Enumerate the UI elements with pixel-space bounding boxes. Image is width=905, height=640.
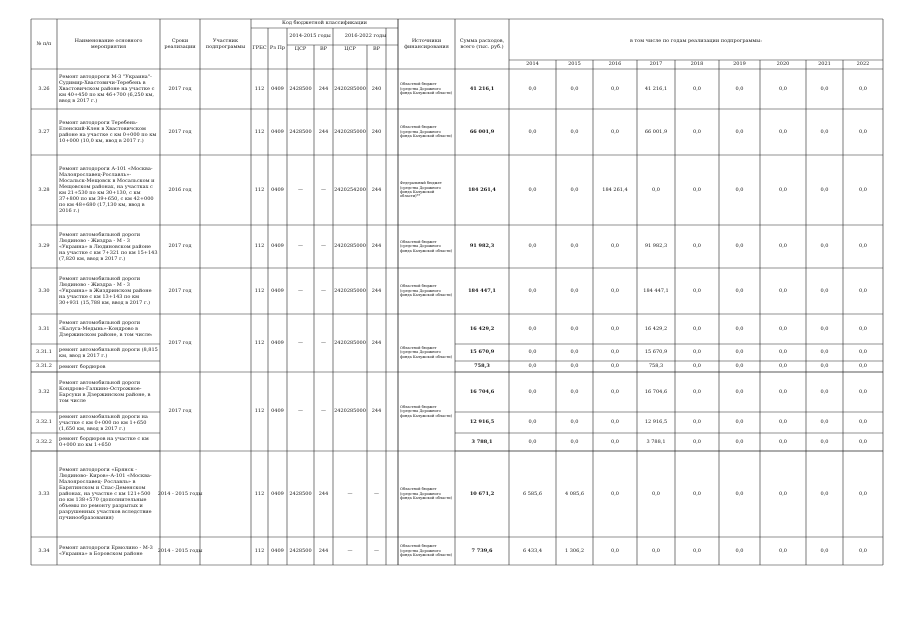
year-value-2014: 0,0 [528, 128, 537, 135]
year-value-2015: 4 085,6 [564, 490, 585, 497]
row-vr-2016: 244 [371, 287, 382, 294]
row-vr-2014: — [321, 339, 326, 346]
row-number: 3.34 [38, 547, 50, 554]
row-source: Областной бюджет (средства Дорожного фонда Калужской области) [400, 404, 453, 418]
row-name: Ремонт автодороги М-3 "Украина"-Судимир-Хвастовичи-Теребень в Хвастовичском районе на участке с км 40+450 по км 46+700 (6,250 км, ввод в 2017 г.) [59, 74, 155, 104]
year-value-2019: 0,0 [735, 243, 744, 249]
row-csr-2016: 2420285000 [334, 128, 366, 135]
row-rzpr: 0409 [271, 547, 284, 554]
year-value-2015: 0,0 [570, 388, 579, 395]
year-value-2018: 0,0 [693, 243, 701, 249]
header-year-2018: 2018 [690, 61, 704, 67]
year-value-2018: 0,0 [693, 325, 701, 332]
sub-row-name: ремонт автомобильной дороги (8,815 км, ввод в 2017 г.) [59, 346, 158, 359]
row-total: 91 982,3 [469, 243, 495, 249]
header-grbs: ГРБС [252, 45, 267, 51]
row-source: Областной бюджет (средства Дорожного фонда Калужской области) [400, 239, 453, 253]
year-value-2014: 0,0 [528, 287, 537, 294]
row-number: 3.29 [38, 243, 50, 249]
row-number: 3.26 [38, 85, 50, 92]
header-2016-2022: 2016-2022 годы [344, 32, 387, 39]
year-value-2019: 0,0 [735, 363, 744, 369]
row-source: Федеральный бюджет (средства Дорожного фонда Калужской области)** [400, 181, 442, 199]
year-value-2018: 0,0 [693, 363, 701, 369]
row-csr-2014: — [298, 339, 303, 346]
header-csr-2: ЦСР [344, 45, 356, 52]
row-source: Областной бюджет (средства Дорожного фонда Калужской области) [400, 82, 453, 96]
row-term: 2017 год [168, 128, 192, 135]
year-value-2016: 0,0 [611, 388, 619, 395]
year-value-2018: 0,0 [693, 287, 701, 294]
row-csr-2016: 2420285000 [334, 85, 366, 92]
year-value-2018: 0,0 [693, 349, 701, 355]
year-value-2015: 0,0 [570, 438, 579, 445]
row-rzpr: 0409 [271, 408, 284, 414]
year-value-2017: 15 670,9 [644, 349, 668, 355]
year-value-2017: 0,0 [652, 186, 660, 193]
year-value-2016: 0,0 [611, 547, 619, 554]
year-value-2020: 0,0 [779, 349, 787, 355]
row-vr-2014: 244 [318, 547, 329, 554]
row-total: 16 429,2 [469, 325, 495, 332]
row-vr-2014: — [321, 186, 326, 193]
year-value-2016: 0,0 [611, 128, 619, 135]
row-rzpr: 0409 [271, 128, 284, 135]
year-value-2017: 91 982,3 [644, 243, 668, 249]
row-vr-2014: 244 [318, 490, 329, 497]
header-csr-1: ЦСР [294, 45, 307, 52]
year-value-2022: 0,0 [859, 363, 867, 369]
year-value-2015: 0,0 [570, 325, 579, 332]
row-rzpr: 0409 [271, 243, 284, 249]
row-grbs: 112 [254, 408, 265, 414]
row-csr-2016: 2420254200 [334, 186, 366, 193]
header-sources: Источники финансирования [404, 38, 449, 50]
year-value-2018: 0,0 [693, 490, 701, 497]
row-term: 2017 год [168, 408, 192, 414]
year-value-2019: 0,0 [735, 85, 744, 92]
header-by-years: в том числе по годам реализации подпрограммы: [630, 37, 762, 44]
row-vr-2014: 244 [318, 128, 329, 135]
year-value-2021: 0,0 [820, 128, 829, 135]
row-name: Ремонт автодороги А-101 «Москва-Малоярославец-Рославль»-Мосальск-Мещовск в Мосальском и Мещовском районах, на участках с км 21+530 по км 30+130, с км 37+800 по км 39+650, с км 42+000 по км 48+680 (17,130 км, ввод в 2016 г.) [59, 166, 155, 214]
row-number: 3.33 [38, 490, 50, 497]
year-value-2020: 0,0 [779, 243, 787, 249]
year-value-2014: 0,0 [528, 325, 537, 332]
year-value-2020: 0,0 [779, 325, 787, 332]
sub-row-name: ремонт бордюров [59, 363, 106, 370]
year-value-2022: 0,0 [859, 438, 867, 445]
year-value-2021: 0,0 [820, 186, 829, 193]
year-value-2022: 0,0 [859, 490, 867, 497]
year-value-2017: 0,0 [652, 547, 660, 554]
row-vr-2016: 240 [371, 128, 382, 135]
year-value-2021: 0,0 [820, 349, 829, 355]
year-value-2019: 0,0 [735, 490, 744, 497]
row-vr-2016: 240 [371, 85, 382, 92]
row-name: Ремонт автодороги «Брянск - Людиново- Киров»-А-101 «Москва-Малоярославец- Рославль» в Барятинском и Спас-Деменском районах, на участке с км 121+500 по км 138+570 (дополнительные объемы по ремонту разрытых и разрушенных участков вследствие пучинообразования) [59, 467, 152, 521]
year-value-2020: 0,0 [779, 438, 787, 445]
row-rzpr: 0409 [271, 490, 284, 497]
year-value-2016: 0,0 [611, 85, 619, 92]
year-value-2014: 6 585,6 [522, 490, 543, 497]
row-vr-2016: 244 [371, 186, 382, 193]
sub-row-total: 758,3 [474, 363, 490, 369]
row-total: 184 447,1 [468, 287, 496, 294]
year-value-2021: 0,0 [820, 287, 829, 294]
year-value-2022: 0,0 [859, 128, 867, 135]
year-value-2020: 0,0 [779, 490, 787, 497]
year-value-2019: 0,0 [735, 349, 744, 355]
header-year-2017: 2017 [649, 61, 663, 67]
year-value-2017: 41 216,1 [644, 85, 668, 92]
year-value-2021: 0,0 [820, 243, 829, 249]
sub-row-total: 12 916,5 [469, 419, 495, 425]
row-csr-2014: 2428500 [289, 85, 312, 92]
year-value-2021: 0,0 [820, 325, 829, 332]
year-value-2014: 0,0 [528, 243, 537, 249]
year-value-2018: 0,0 [693, 419, 701, 425]
year-value-2015: 0,0 [570, 419, 579, 425]
year-value-2016: 0,0 [611, 419, 619, 425]
year-value-2019: 0,0 [735, 287, 744, 294]
header-no: № п/п [36, 40, 52, 47]
year-value-2016: 184 261,4 [602, 186, 628, 193]
sub-row-total: 3 788,1 [471, 438, 493, 445]
row-source: Областной бюджет (средства Дорожного фонда Калужской области) [400, 544, 453, 558]
year-value-2014: 0,0 [528, 186, 537, 193]
row-rzpr: 0409 [271, 186, 284, 193]
year-value-2018: 0,0 [693, 128, 701, 135]
year-value-2019: 0,0 [735, 186, 744, 193]
row-source: Областной бюджет (средства Дорожного фонда Калужской области) [400, 125, 453, 139]
year-value-2017: 184 447,1 [643, 287, 669, 294]
year-value-2015: 0,0 [570, 85, 579, 92]
row-csr-2014: 2428500 [289, 490, 312, 497]
year-value-2022: 0,0 [859, 419, 867, 425]
row-total: 10 671,2 [469, 490, 495, 497]
year-value-2018: 0,0 [693, 85, 701, 92]
row-term: 2017 год [168, 243, 192, 249]
row-term: 2017 год [168, 339, 192, 346]
row-term: 2017 год [168, 85, 192, 92]
row-number: 3.32 [38, 388, 50, 395]
year-value-2016: 0,0 [611, 438, 619, 445]
header-vr-2: ВР [372, 45, 381, 52]
header-budget-code: Код бюджетной классификации [281, 20, 368, 26]
sub-row-name: ремонт бордюров на участке с км 0+000 по км 1+650 [59, 436, 149, 448]
row-vr-2014: — [321, 243, 326, 249]
row-term: 2017 год [168, 287, 192, 294]
year-value-2022: 0,0 [859, 325, 867, 332]
year-value-2021: 0,0 [820, 490, 829, 497]
sub-row-number: 3.32.2 [36, 438, 52, 445]
row-vr-2016: — [374, 490, 379, 497]
row-csr-2014: — [298, 186, 303, 193]
row-number: 3.31 [38, 325, 50, 332]
row-csr-2014: — [298, 243, 303, 249]
row-rzpr: 0409 [271, 85, 284, 92]
row-csr-2016: 2420285000 [334, 339, 366, 346]
row-term: 2016 год [168, 186, 192, 193]
row-grbs: 112 [254, 128, 265, 135]
row-vr-2014: 244 [318, 85, 329, 92]
header-participants: Участник подпрограммы [205, 38, 246, 50]
sub-row-total: 15 670,9 [469, 349, 495, 355]
row-source: Областной бюджет (средства Дорожного фонда Калужской области) [400, 487, 453, 501]
year-value-2014: 0,0 [528, 349, 537, 355]
year-value-2019: 0,0 [735, 388, 744, 395]
row-grbs: 112 [254, 287, 265, 294]
row-vr-2014: — [321, 287, 326, 294]
year-value-2019: 0,0 [735, 419, 744, 425]
year-value-2014: 0,0 [528, 363, 537, 369]
year-value-2014: 0,0 [528, 85, 537, 92]
year-value-2018: 0,0 [693, 186, 701, 193]
year-value-2017: 758,3 [648, 363, 664, 369]
row-grbs: 112 [254, 339, 265, 346]
year-value-2015: 0,0 [570, 363, 579, 369]
year-value-2021: 0,0 [820, 438, 829, 445]
year-value-2020: 0,0 [779, 419, 787, 425]
header-name: Наименование основного мероприятия [74, 38, 143, 50]
year-value-2015: 0,0 [570, 243, 579, 249]
row-csr-2014: 2428500 [289, 547, 312, 554]
row-vr-2016: 244 [371, 408, 382, 414]
row-csr-2016: — [347, 547, 353, 554]
row-csr-2016: 2420285000 [334, 408, 366, 414]
row-total: 184 261,4 [468, 186, 496, 193]
year-value-2014: 0,0 [528, 419, 537, 425]
year-value-2015: 0,0 [570, 128, 579, 135]
row-number: 3.30 [38, 287, 50, 294]
row-vr-2014: — [321, 408, 326, 414]
header-terms: Сроки реализации [164, 38, 196, 50]
header-vr-1: ВР [319, 45, 328, 52]
header-year-2015: 2015 [568, 61, 581, 67]
header-year-2020: 2020 [776, 61, 790, 67]
year-value-2017: 16 429,2 [644, 325, 668, 332]
row-name: Ремонт автодороги Теребень-Еленский-Клен в Хвастовичском районе на участке с км 0+000 по км 10+000 (10,0 км, ввод в 2017 г.) [59, 120, 157, 144]
row-csr-2016: — [347, 490, 353, 497]
row-grbs: 112 [254, 186, 265, 193]
row-csr-2016: 2420285000 [334, 287, 366, 294]
sub-row-number: 3.31.2 [36, 363, 52, 369]
year-value-2021: 0,0 [820, 547, 829, 554]
year-value-2018: 0,0 [693, 388, 701, 395]
year-value-2020: 0,0 [779, 287, 787, 294]
year-value-2022: 0,0 [859, 388, 867, 395]
year-value-2020: 0,0 [779, 388, 787, 395]
year-value-2019: 0,0 [735, 325, 744, 332]
year-value-2019: 0,0 [735, 438, 744, 445]
row-grbs: 112 [254, 547, 265, 554]
row-vr-2016: 244 [371, 243, 382, 249]
row-vr-2016: 244 [371, 339, 382, 346]
sub-row-name: ремонт автомобильной дороги на участке с км 0+000 по км 1+650 (1,650 км, ввод в 2017 г.) [59, 413, 148, 432]
year-value-2019: 0,0 [735, 128, 744, 135]
year-value-2017: 3 788,1 [646, 438, 666, 445]
row-name: Ремонт автомобильной дороги Людиново - Жиздра - М - 3 «Украина» в Людиновском районе на участке с км 7+321 по км 15+143 (7,820 км, ввод в 2017 г.) [59, 231, 158, 262]
year-value-2016: 0,0 [611, 325, 619, 332]
year-value-2015: 0,0 [570, 287, 579, 294]
year-value-2019: 0,0 [735, 547, 744, 554]
row-number: 3.28 [38, 186, 50, 193]
row-name: Ремонт автодороги Ермолино - М-3 «Украина» в Боровском районе [59, 545, 153, 557]
row-grbs: 112 [254, 85, 265, 92]
year-value-2016: 0,0 [611, 243, 619, 249]
year-value-2016: 0,0 [611, 287, 619, 294]
year-value-2022: 0,0 [859, 85, 867, 92]
row-csr-2014: 2428500 [289, 128, 312, 135]
row-name: Ремонт автомобильной дороги Кондрово-Галкино-Острожное-Барсуки в Дзержинском районе, в том числе [59, 380, 151, 404]
year-value-2015: 0,0 [570, 186, 579, 193]
year-value-2017: 0,0 [652, 490, 660, 497]
row-source: Областной бюджет (средства Дорожного фонда Калужской области) [400, 284, 453, 298]
year-value-2022: 0,0 [859, 547, 867, 554]
year-value-2017: 66 001,9 [644, 128, 668, 135]
header-total: Сумма расходов, всего (тыс. руб.) [459, 38, 505, 50]
year-value-2021: 0,0 [820, 419, 829, 425]
year-value-2020: 0,0 [779, 186, 787, 193]
header-2014-2015: 2014-2015 годы [289, 33, 331, 39]
row-total: 7 739,6 [471, 547, 493, 554]
row-term: 2014 - 2015 годы [157, 490, 203, 497]
row-csr-2014: — [298, 287, 303, 294]
year-value-2014: 0,0 [528, 388, 537, 395]
year-value-2022: 0,0 [859, 243, 867, 249]
year-value-2020: 0,0 [779, 128, 787, 135]
year-value-2018: 0,0 [693, 438, 701, 445]
row-csr-2016: 2420285000 [334, 243, 366, 249]
year-value-2022: 0,0 [859, 186, 867, 193]
year-value-2021: 0,0 [820, 388, 829, 395]
header-year-2022: 2022 [856, 61, 870, 67]
row-total: 16 704,6 [469, 388, 495, 395]
year-value-2022: 0,0 [859, 287, 867, 294]
year-value-2014: 0,0 [528, 438, 537, 445]
row-grbs: 112 [254, 490, 265, 497]
row-rzpr: 0409 [271, 339, 284, 346]
year-value-2017: 16 704,6 [644, 388, 668, 395]
row-source: Областной бюджет (средства Дорожного фонда Калужской области) [400, 345, 453, 359]
sub-row-number: 3.32.1 [36, 419, 52, 425]
year-value-2016: 0,0 [611, 349, 619, 355]
year-value-2014: 6 433,4 [522, 547, 543, 554]
year-value-2015: 1 306,2 [564, 547, 585, 554]
year-value-2021: 0,0 [820, 363, 829, 369]
row-total: 66 001,9 [469, 128, 495, 135]
year-value-2017: 12 916,5 [644, 419, 668, 425]
year-value-2021: 0,0 [820, 85, 829, 92]
header-year-2014: 2014 [526, 61, 539, 67]
year-value-2022: 0,0 [859, 349, 867, 355]
header-year-2016: 2016 [608, 61, 622, 67]
year-value-2018: 0,0 [693, 547, 701, 554]
row-term: 2014 - 2015 годы [157, 547, 203, 554]
year-value-2016: 0,0 [611, 490, 619, 497]
row-name: Ремонт автомобильной дороги «Калуга-Медынь»-Кондрово в Дзержинском районе, в том числе: [59, 320, 153, 338]
year-value-2015: 0,0 [570, 349, 579, 355]
header-rzpr: Рз Пр [269, 45, 286, 51]
row-csr-2014: — [298, 408, 303, 414]
header-year-2021: 2021 [818, 61, 831, 67]
row-name: Ремонт автомобильной дороги Людиново - Жиздра - М - 3 «Украина» в Жиздринском районе на участке с км 13+143 по км 30+931 (15,788 км, ввод в 2017 г.) [59, 276, 152, 306]
year-value-2020: 0,0 [779, 363, 787, 369]
year-value-2020: 0,0 [779, 547, 787, 554]
row-number: 3.27 [38, 128, 50, 135]
header-year-2019: 2019 [733, 61, 746, 67]
row-vr-2016: — [374, 547, 379, 554]
sub-row-number: 3.31.1 [36, 349, 52, 355]
row-total: 41 216,1 [469, 85, 495, 92]
year-value-2016: 0,0 [611, 363, 619, 369]
row-grbs: 112 [254, 243, 265, 249]
year-value-2020: 0,0 [779, 85, 787, 92]
row-rzpr: 0409 [271, 287, 284, 294]
